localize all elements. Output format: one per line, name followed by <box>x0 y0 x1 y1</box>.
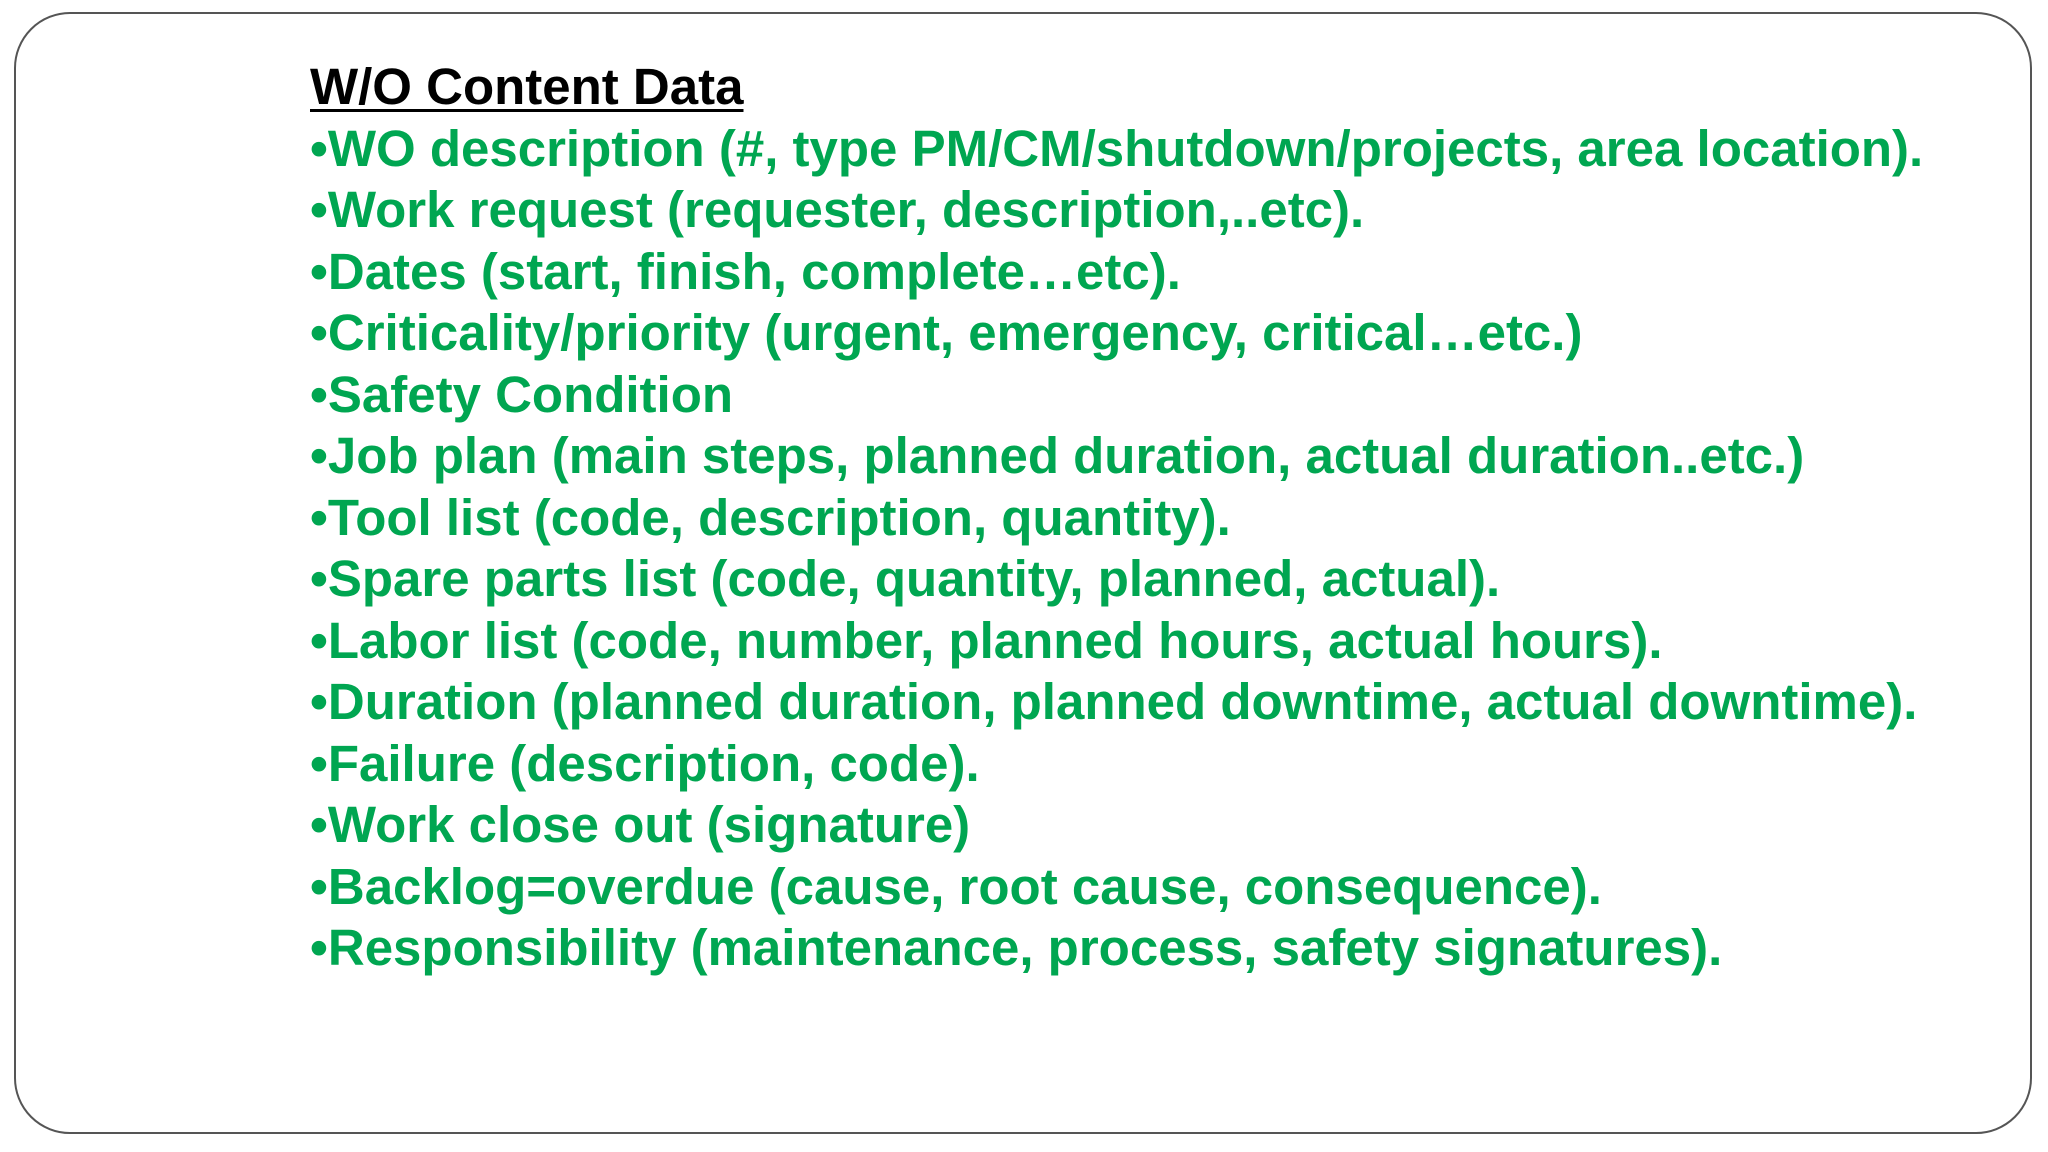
bullet-text: Tool list (code, description, quantity). <box>327 488 1231 546</box>
list-item <box>310 302 2010 364</box>
list-item <box>310 118 2010 180</box>
bullet-icon: • <box>310 550 328 607</box>
bullet-text: Failure (description, code). <box>327 734 980 792</box>
list-item <box>310 671 2010 733</box>
slide-title: W/O Content Data <box>310 58 744 115</box>
bullet-icon: • <box>310 488 328 546</box>
bullet-text: Work request (requester, description,..etc). <box>327 181 1365 238</box>
list-item <box>310 179 2010 241</box>
bullet-text: Spare parts list (code, quantity, planned, actual). <box>327 550 1501 607</box>
bullet-text: WO description (#, type PM/CM/shutdown/projects, area location). <box>327 119 1924 177</box>
bullet-text: Job plan (main steps, planned duration, actual duration..etc.) <box>327 427 1805 484</box>
list-item <box>310 856 2010 918</box>
bullet-text: Duration (planned duration, planned downtime, actual downtime). <box>327 673 1918 730</box>
list-item <box>310 917 2010 979</box>
bullet-icon: • <box>310 857 328 915</box>
bullet-text: Backlog=overdue (cause, root cause, consequence). <box>327 857 1602 915</box>
list-item <box>310 548 2010 610</box>
bullet-text: Work close out (signature) <box>327 796 971 853</box>
bullet-icon: • <box>310 242 328 300</box>
list-item <box>310 733 2010 795</box>
bullet-icon: • <box>310 919 328 976</box>
bullet-text: Safety Condition <box>327 365 734 423</box>
bullet-icon: • <box>310 304 328 361</box>
bullet-icon: • <box>310 611 328 669</box>
bullet-icon: • <box>310 119 328 177</box>
bullet-icon: • <box>310 673 328 730</box>
list-item <box>310 610 2010 672</box>
bullet-text: Criticality/priority (urgent, emergency, critical…etc.) <box>327 304 1583 361</box>
bullet-text: Dates (start, finish, complete…etc). <box>327 242 1181 300</box>
bullet-list <box>310 118 2010 979</box>
bullet-icon: • <box>310 796 328 853</box>
slide-content <box>310 56 2010 979</box>
bullet-text: Responsibility (maintenance, process, safety signatures). <box>327 919 1723 976</box>
bullet-icon: • <box>310 181 328 238</box>
bullet-icon: • <box>310 734 328 792</box>
bullet-icon: • <box>310 365 328 423</box>
bullet-text: Labor list (code, number, planned hours, actual hours). <box>327 611 1663 669</box>
list-item <box>310 487 2010 549</box>
bullet-icon: • <box>310 427 328 484</box>
list-item <box>310 364 2010 426</box>
list-item <box>310 794 2010 856</box>
list-item <box>310 241 2010 303</box>
list-item <box>310 425 2010 487</box>
